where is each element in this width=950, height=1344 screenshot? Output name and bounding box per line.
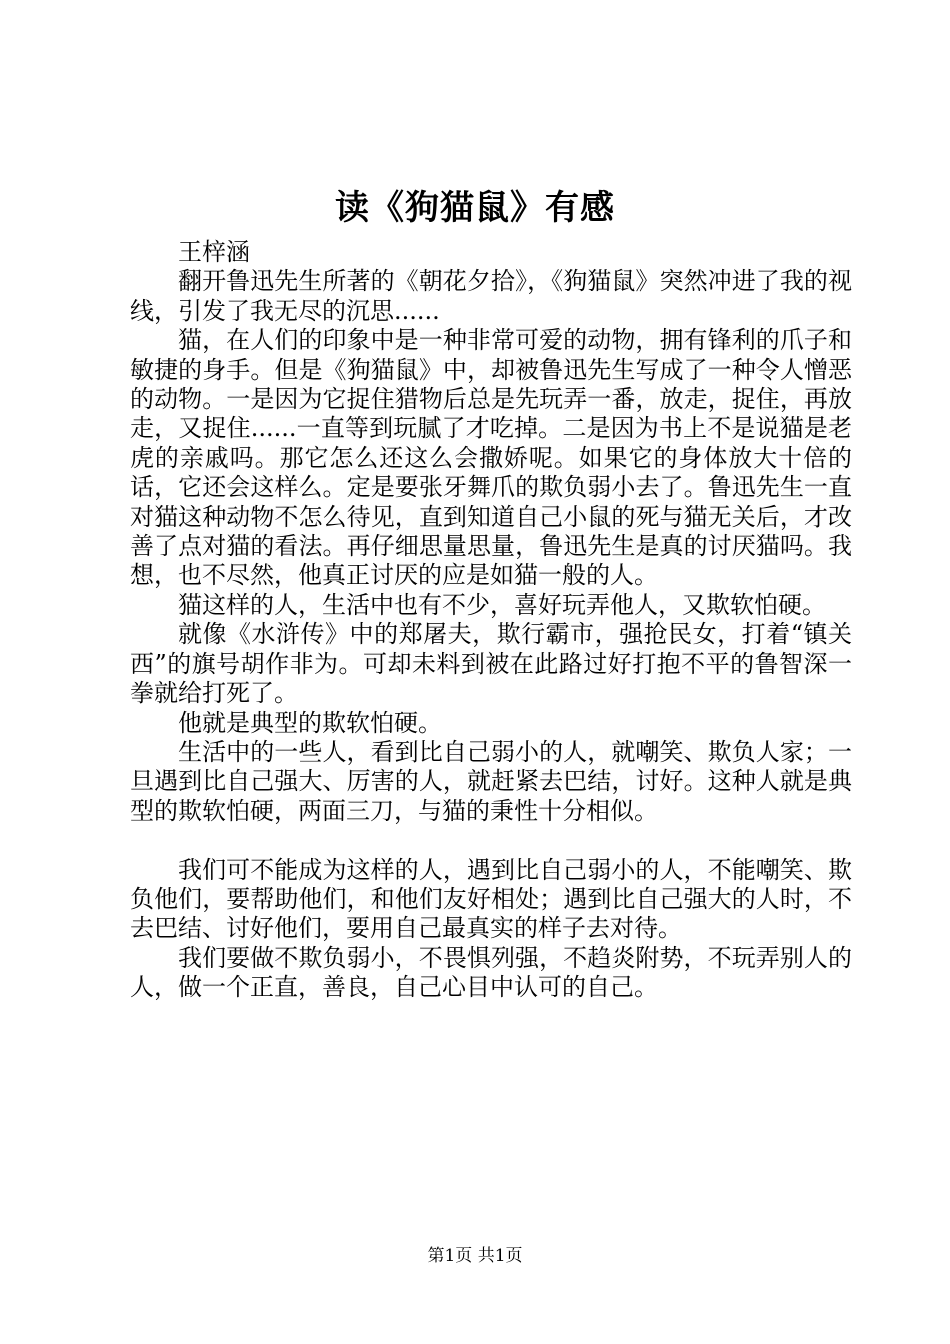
- page-footer: 第1页 共1页: [427, 1246, 523, 1266]
- paragraph-5: 他就是典型的欺软怕硬。: [178, 708, 442, 737]
- paragraph-7: 我们可不能成为这样的人，遇到比自己弱小的人，不能嘲笑、欺负他们，要帮助他们，和他们友好相处；遇到比自己强大的人时，不去巴结、讨好他们，要用自己最真实的样子去对待。: [130, 855, 852, 943]
- paragraph-8: 我们要做不欺负弱小，不畏惧列强，不趋炎附势，不玩弄别人的人，做一个正直，善良，自己心目中认可的自己。: [130, 943, 852, 1002]
- paragraph-4: 就像《水浒传》中的郑屠夫，欺行霸市，强抢民女，打着“镇关西”的旗号胡作非为。可却未料到被在此路过好打抱不平的鲁智深一拳就给打死了。: [130, 620, 852, 708]
- paragraph-6: 生活中的一些人，看到比自己弱小的人，就嘲笑、欺负人家；一旦遇到比自己强大、厉害的人，就赶紧去巴结，讨好。这种人就是典型的欺软怕硬，两面三刀，与猫的秉性十分相似。: [130, 737, 852, 825]
- paragraph-1: 翻开鲁迅先生所著的《朝花夕拾》，《狗猫鼠》突然冲进了我的视线，引发了我无尽的沉思......: [130, 267, 852, 325]
- author-name: 王梓涵: [178, 238, 250, 266]
- blank-line: [130, 826, 852, 855]
- paragraph-3: 猫这样的人，生活中也有不少，喜好玩弄他人，又欺软怕硬。: [178, 590, 826, 619]
- document-body: [130, 238, 852, 1003]
- paragraph-2: 猫，在人们的印象中是一种非常可爱的动物，拥有锋利的爪子和敏捷的身手。但是《狗猫鼠》中，却被鲁迅先生写成了一种令人憎恶的动物。一是因为它捉住猎物后总是先玩弄一番，放走，捉住，再放走，又捉住......一直等到玩腻了才吃掉。二是因为书上不是说猫是老虎的亲戚吗。那它怎么还这么会撒娇呢。如果它的身体放大十倍的话，它还会这样么。定是要张牙舞爪的欺负弱小去了。鲁迅先生一直对猫这种动物不怎么待见，直到知道自己小鼠的死与猫无关后，才改善了点对猫的看法。再仔细思量思量，鲁迅先生是真的讨厌猫吗。我想，也不尽然，他真正讨厌的应是如猫一般的人。: [130, 326, 852, 590]
- document-title: 读《狗猫鼠》有感: [335, 188, 615, 228]
